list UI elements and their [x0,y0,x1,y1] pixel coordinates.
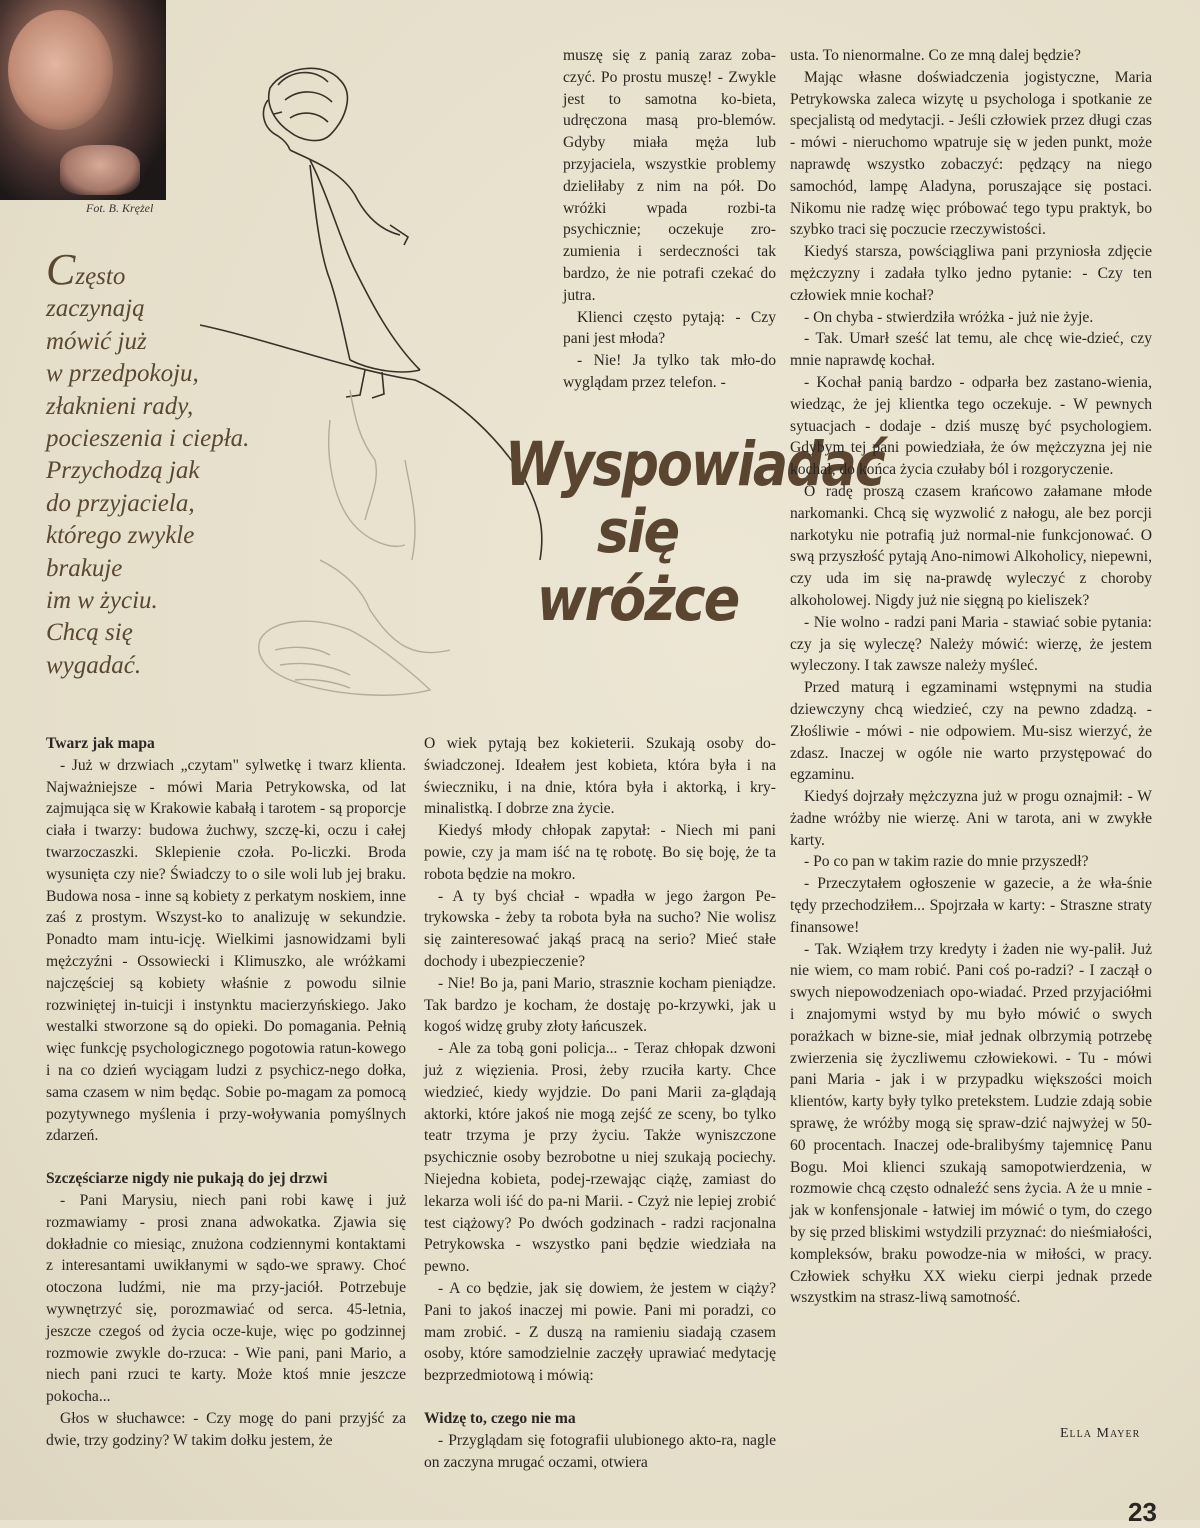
paragraph: - Nie! Bo ja, pani Mario, strasznie kocham pieniądze. Tak bardzo je kocham, że dostaję po-krzywki, jak u kogoś widzę gruby złoty łańcuszek. [424,974,776,1036]
paragraph: - Tak. Umarł sześć lat temu, ale chcę wie-dzieć, czy mnie naprawdę kochał. [790,330,1152,370]
paragraph: - A ty byś chciał - wpadła w jego żargon Pe-trykowska - żeby ta robota była na sucho? Nie wolisz się zainteresować jakąś pracą na serio? Mieć stałe dochody i ubezpieczenie? [424,887,776,970]
column-3 [563,45,776,394]
paragraph: Mając własne doświadczenia jogistyczne, Maria Petrykowska zaleca wizytę u psychologa i spotkanie ze specjalistą od medytacji. - Jeśli człowiek przez długi czas - mówi - nieruchomo wpatruje się w jeden punkt, może naprawdę wszystko zobaczyć: pędzący na niego samochód, lampę Aladyna, poruszające się postaci. Nikomu nie radzę więc próbować tego typu praktyk, bo szybko traci się poczucie rzeczywistości. [790,68,1152,239]
page-number: 23 [1128,1497,1157,1527]
paragraph: Kiedyś młody chłopak zapytał: - Niech mi pani powie, czy ja mam iść na tę robotę. Bo się boję, że ta robota będzie na mokro. [424,822,776,883]
paragraph: Kiedyś starsza, powściągliwa pani przyniosła zdjęcie mężczyzny i zadała tylko jedno pytanie: - Czy ten człowiek mnie kochał? [790,243,1152,304]
photo-credit: Fot. B. Krężel [86,201,154,215]
paragraph: muszę się z panią zaraz zoba-czyć. Po prostu muszę! - Zwykle jest to samotna ko-bieta, udręczona masą pro-blemów. Gdyby miała męża lub przyjaciela, wszystkie problemy dzieliłaby z nim na pół. Do wróżki wpada rozbi-ta psychicznie; oczekuje zro-zumienia i serdeczności tak bardzo, że nie potrafi czekać do jutra. [563,47,776,304]
paragraph: - Tak. Wziąłem trzy kredyty i żaden nie wy-palił. Już nie wiem, co mam robić. Pani coś po-radzi? - I zaczął o swych niepowodzeniach opo-wiadać. Przed przyjaciółmi i znajomymi wstyd by mu było mówić o swych porażkach w bizne-sie, miał jednak olbrzymią potrzebę zwierzenia się życzliwemu człowiekowi. - Tu - mówi pani Maria - jak i w przypadku większości moich klientów, karty były tylko pretekstem. Ludzie zdają sobie sprawę, że wróżby mogą się spraw-dzić najwyżej w 50-60 procentach. Inaczej ode-bralibyśmy tajemnicę Panu Bogu. Moi klienci szukają samopotwierdzenia, w rozmowie chcą często odnaleźć sens życia. A że u mnie - jak w konfensjonale - łatwiej im mówić o tym, do czego by się przed bliskimi wstydzili przyznać: do nieśmiałości, kompleksów, braku powodze-nia w miłości, w pracy. Człowiek schyłku XX wieku cierpi jednak przede wszystkim na strasz-liwą samotność. [790,940,1152,1307]
pull-quote-line: mówić już [46,327,147,355]
column-1 [46,733,406,1452]
headline-line-3: wróżce [536,565,739,635]
paragraph: - A co będzie, jak się dowiem, że jestem w ciąży? Pani to jakoś inaczej mi powie. Pani mi poradzi, co mam zrobić. - Z duszą na ramieniu siadają czasem osoby, które samodzielnie zaczęły uprawiać medytację bezprzedmiotową i mówią: [424,1279,776,1385]
pull-quote-line: pocieszenia i ciepła. [46,425,250,453]
pull-quote-line: w przedpokoju, [46,360,199,388]
pull-quote-line: Przychodzą jak [46,457,200,485]
paragraph: Przed maturą i egzaminami wstępnymi na studia dziewczyny chcą wiedzieć, czy na pewno zdadzą. - Złośliwie - mówi - nie odpowiem. Mu-sisz wierzyć, że zdasz. Inaczej w ogóle nie warto przystępować do egzaminu. [790,679,1152,784]
column-4 [790,45,1152,1309]
paragraph: - Kochał panią bardzo - odparła bez zastano-wienia, wiedząc, że jej klientka tego oczekuje. - W pewnych sytuacjach - dodaje - dziś muszę być psychologiem. Gdybym tej pani powiedziała, że ów mężczyzna jej nie kochał, do końca życia czułaby ból i rozgoryczenie. [790,373,1152,479]
pull-quote-line: brakuje [46,554,123,582]
paragraph: - Po co pan w takim razie do mnie przyszedł? [804,853,1089,871]
paragraph: - Przyglądam się fotografii ulubionego akto-ra, nagle on zaczyna mrugać oczami, otwiera [424,1431,776,1471]
pull-quote-line: zaczynają [46,295,145,323]
pull-quote-line: wygadać. [46,651,142,679]
paragraph: Klienci często pytają: - Czy pani jest młoda? [563,308,776,348]
headline-line-1: Wyspowiadać [505,428,884,500]
paragraph: - Nie wolno - radzi pani Maria - stawiać sobie pytania: czy ja się wyleczę? Należy mówić: wierzę, że jestem wyleczony. I tak zawsze należy myśleć. [790,613,1152,675]
paragraph: Głos w słuchawce: - Czy mogę do pani przyjść za dwie, trzy godziny? W takim dołku jestem, że [46,1409,406,1449]
paragraph: - Już w drzwiach „czytam" sylwetkę i twarz klienta. Najważniejsze - mówi Maria Petrykowska, od lat zajmująca się w Krakowie kabałą i tarotem - są proporcje ciała i twarzy: budowa żuchwy, szczę-ki, oczu i całej twarzoczaszki. Sklepienie czoła. Po-liczki. Broda wysunięta czy nie? Świadczy to o sile woli lub jej braku. Budowa nosa - inne są kobiety z perkatym noskiem, inne zaś z prostym. Wszyst-ko to analizuję w sekundzie. Ponadto mam intu-icję. Wielkimi jasnowidzami byli mężczyźni - Ossowiecki i Klimuszko, ale wróżkami najczęściej są kobiety właśnie z powodu silnie rozwiniętej in-tuicji i instynktu macierzyńskiego. Jako westalki stworzone są do opieki. Do pomagania. Pełnią więc funkcję psychologicznego pogotowia ratun-kowego i na co dzień wyciągam ludzi z psychicz-nego dołka, sama czasem w nim będąc. Sobie po-magam za pomocą pozytywnego myślenia i przy-woływania pomyślnych zdarzeń. [46,756,406,1145]
paragraph: - Nie! Ja tylko tak mło-do wyglądam przez telefon. - [563,352,776,391]
pull-quote-line: złaknieni rady, [46,392,194,420]
subheading: Widzę to, czego nie ma [424,1409,576,1427]
author-photo [0,0,166,200]
author-signature: Ella Mayer [1060,1426,1141,1441]
paragraph: usta. To nienormalne. Co ze mną dalej będzie? [790,47,1081,64]
paragraph: - On chyba - stwierdziła wróżka - już nie żyje. [804,308,1094,326]
paragraph: Kiedyś dojrzały mężczyzna już w progu oznajmił: - W żadne wróżby nie wierzę. Ani w tarota, ani w zwykłe karty. [790,788,1152,849]
pull-quote-line: im w życiu. [46,587,158,615]
paragraph: O radę proszą czasem krańcowo załamane młode narkomanki. Chcą się wyzwolić z nałogu, ale bez porcji narkotyku nie potrafią już normal-nie funkcjonować. O swą przyszłość pytają Ano-nimowi Alkoholicy, niepewni, czy uda im się na-prawdę wyleczyć z choroby alkoholowej. Nigdy już nie sięgną po kieliszek? [790,482,1152,609]
subheading: Twarz jak mapa [46,735,155,752]
paragraph: - Ale za tobą goni policja... - Teraz chłopak dzwoni już z więzienia. Prosi, żeby rzuciła karty. Chce wiedzieć, kiedy wyjdzie. Do pani Marii za-glądają aktorki, które jakoś nie mogą zejść ze sceny, bo tylko teatr trzyma je przy życiu. Także wyniszczone psychicznie osoby bezrobotne u niej szukają pociechy. Niejedna kobieta, podej-rzewając ciążę, zamiast do lekarza woli iść do pa-ni Marii. - Czyż nie lepiej zrobić test ciążowy? Po dwóch godzinach - radzi racjonalna Petrykowska - wszystko pani będzie wiedziała na pewno. [424,1040,776,1276]
pull-quote-line-0: Często [46,245,126,294]
photo-hand [60,145,140,195]
paragraph: O wiek pytają bez kokieterii. Szukają osoby do-świadczonej. Ideałem jest kobieta, która była i na świeczniku, i na dnie, która była i aktorką, i kry-minalistką. I dobrze zna życie. [424,735,776,818]
photo-face [8,10,113,130]
headline-line-2: się [596,497,679,567]
column-2 [424,733,776,1473]
paragraph: - Przeczytałem ogłoszenie w gazecie, a że wła-śnie tędy przechodziłem... Spojrzała w karty: - Straszne straty finansowe! [790,875,1152,936]
pull-quote-line: którego zwykle [46,522,195,550]
pull-quote [46,245,286,682]
paragraph: - Pani Marysiu, niech pani robi kawę i już rozmawiamy - prosi znana adwokatka. Zjawia się dokładnie co miesiąc, znużona codziennymi kontaktami z interesantami uwikłanymi w sądo-we sprawy. Choć otoczona ludźmi, nie ma przy-jaciół. Potrzebuje wywnętrzyć się, porozmawiać od serca. 45-letnia, jeszcze czegoś od życia ocze-kuje, więc po godzinnej rozmowie zwykle do-rzuca: - Wie pani, pani Mario, a niech pani rzuci te karty. Może ktoś mnie jeszcze pokocha... [46,1191,406,1406]
pull-quote-line: do przyjaciela, [46,489,195,517]
pull-quote-initial: C [46,245,76,294]
subheading: Szczęściarze nigdy nie pukają do jej drzwi [46,1170,328,1188]
headline [505,428,884,635]
pull-quote-line: Chcą się [46,619,133,647]
